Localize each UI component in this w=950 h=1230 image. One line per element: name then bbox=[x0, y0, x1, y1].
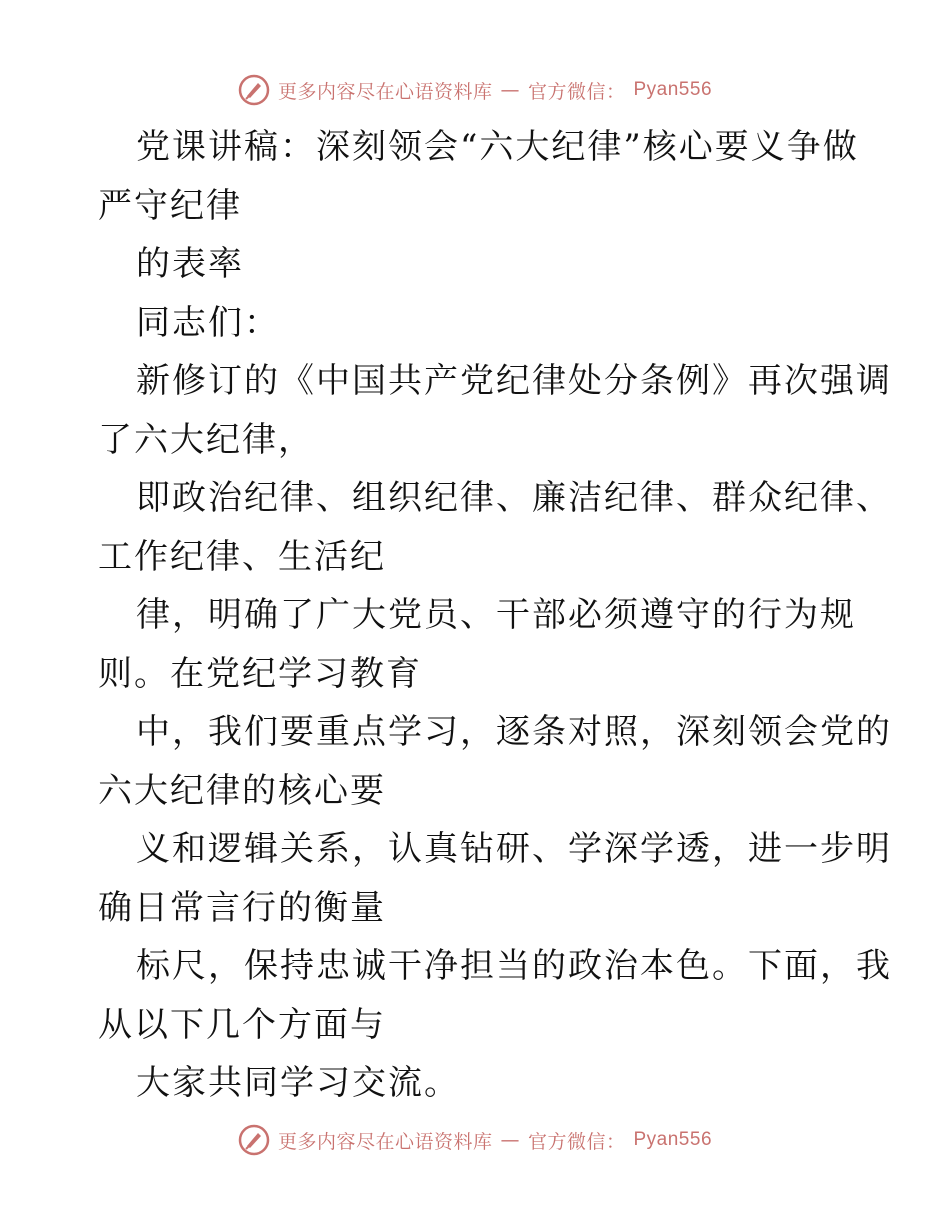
paragraph-line: 从以下几个方面与 bbox=[98, 1004, 386, 1045]
watermark-wechat-label: 官方微信： bbox=[527, 1130, 626, 1153]
paragraph-line: 中，我们要重点学习，逐条对照，深刻领会党的 bbox=[136, 712, 892, 752]
quill-logo-icon bbox=[238, 1124, 270, 1156]
watermark-site-text: 更多内容尽在心语资料库 bbox=[277, 1130, 493, 1153]
paragraph-line: 工作纪律、生活纪 bbox=[98, 536, 386, 577]
title-line-1: 党课讲稿：深刻领会“六大纪律”核心要义争做 bbox=[136, 127, 859, 167]
paragraph-line: 确日常言行的衡量 bbox=[98, 887, 386, 928]
quill-logo-icon bbox=[238, 74, 270, 106]
paragraph-line: 了六大纪律， bbox=[98, 419, 314, 460]
header-watermark bbox=[0, 70, 950, 110]
watermark-dash: — bbox=[500, 1129, 520, 1151]
watermark-dash: — bbox=[500, 79, 520, 101]
watermark-wechat-id: Pyan556 bbox=[633, 1129, 713, 1150]
title-line-2: 严守纪律 bbox=[98, 185, 242, 226]
watermark-site-text: 更多内容尽在心语资料库 bbox=[277, 80, 493, 103]
watermark-wechat-label: 官方微信： bbox=[527, 80, 626, 103]
paragraph-line: 标尺，保持忠诚干净担当的政治本色。下面，我 bbox=[136, 946, 892, 986]
document-body bbox=[98, 118, 892, 1113]
paragraph-line: 律，明确了广大党员、干部必须遵守的行为规 bbox=[136, 595, 856, 635]
paragraph-line: 新修订的《中国共产党纪律处分条例》再次强调 bbox=[136, 361, 892, 401]
watermark-wechat-id: Pyan556 bbox=[633, 79, 713, 100]
salutation: 同志们： bbox=[136, 302, 280, 343]
footer-watermark bbox=[0, 1120, 950, 1160]
paragraph-line: 即政治纪律、组织纪律、廉洁纪律、群众纪律、 bbox=[136, 478, 892, 518]
title-line-3: 的表率 bbox=[136, 244, 244, 284]
paragraph-line: 大家共同学习交流。 bbox=[136, 1063, 460, 1103]
paragraph-line: 义和逻辑关系，认真钻研、学深学透，进一步明 bbox=[136, 829, 892, 869]
paragraph-line: 则。在党纪学习教育 bbox=[98, 653, 422, 694]
paragraph-line: 六大纪律的核心要 bbox=[98, 770, 386, 811]
